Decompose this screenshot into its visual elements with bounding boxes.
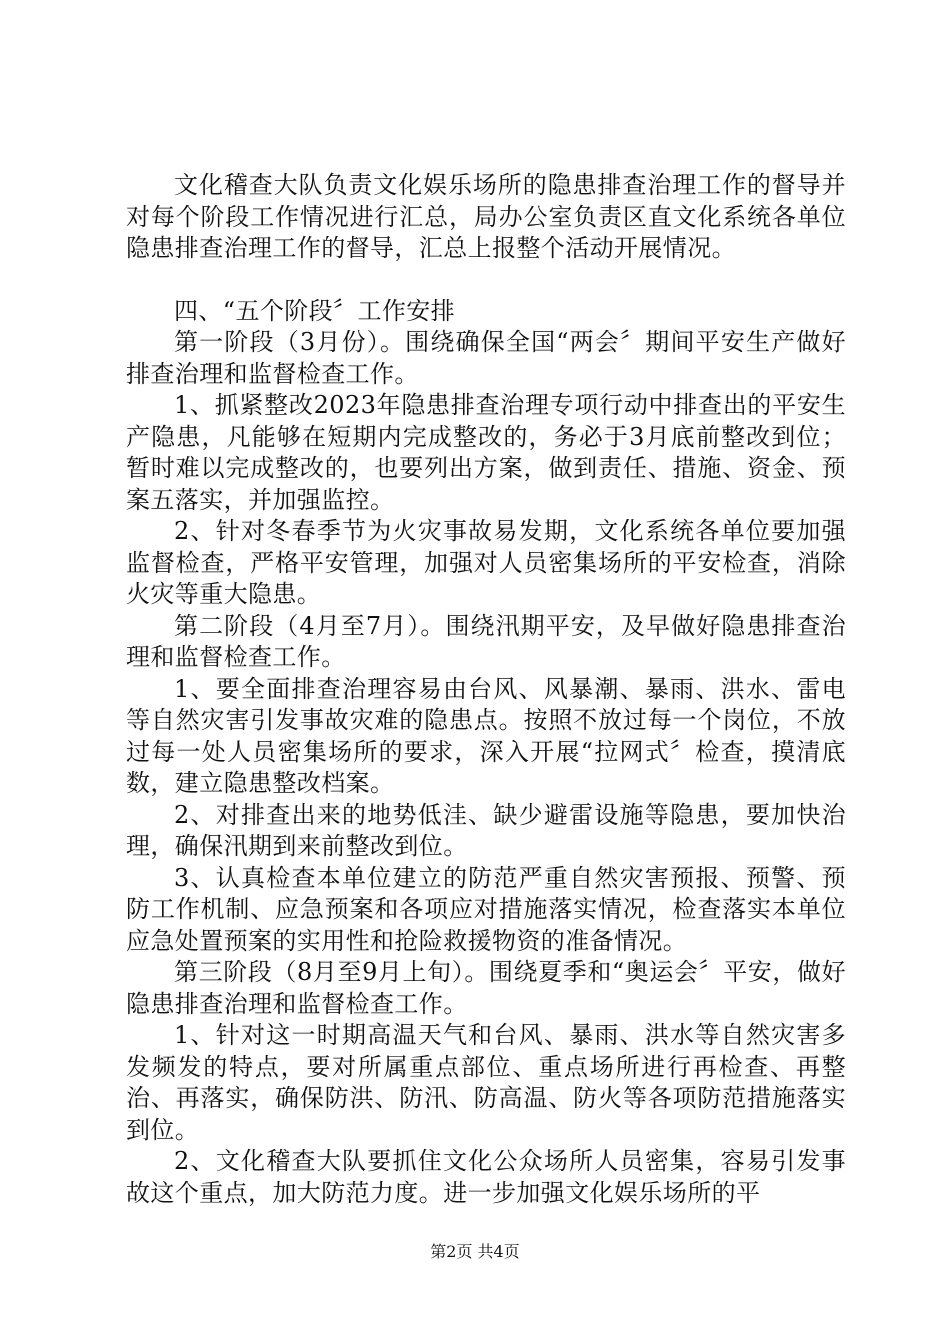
paragraph-stage-three: 第三阶段（8月至9月上旬）。围绕夏季和“奥运会〞平安，做好隐患排查治理和监督检查工作。 [126, 958, 846, 1018]
paragraph-stage-two: 第二阶段（4月至7月）。围绕汛期平安，及早做好隐患排查治理和监督检查工作。 [126, 611, 846, 671]
paragraph-stage-two-item-2: 2、对排查出来的地势低洼、缺少避雷设施等隐患，要加快治理，确保汛期到来前整改到位。 [126, 800, 846, 860]
document-body [126, 170, 846, 1209]
paragraph-stage-one-item-2: 2、针对冬春季节为火灾事故易发期，文化系统各单位要加强监督检查，严格平安管理，加强对人员密集场所的平安检查，消除火灾等重大隐患。 [126, 517, 846, 608]
paragraph-stage-three-item-1: 1、针对这一时期高温天气和台风、暴雨、洪水等自然灾害多发频发的特点，要对所属重点部位、重点场所进行再检查、再整治、再落实，确保防洪、防汛、防高温、防火等各项防范措施落实到位。 [126, 1021, 846, 1144]
paragraph-stage-three-item-2: 2、文化稽查大队要抓住文化公众场所人员密集，容易引发事故这个重点，加大防范力度。进一步加强文化娱乐场所的平 [126, 1147, 846, 1207]
paragraph-supervision: 文化稽查大队负责文化娱乐场所的隐患排查治理工作的督导并对每个阶段工作情况进行汇总，局办公室负责区直文化系统各单位隐患排查治理工作的督导，汇总上报整个活动开展情况。 [126, 171, 846, 262]
section-heading-five-stages: 四、“五个阶段〞工作安排 [174, 296, 456, 325]
paragraph-stage-two-item-1: 1、要全面排查治理容易由台风、风暴潮、暴雨、洪水、雷电等自然灾害引发事故灾难的隐患点。按照不放过每一个岗位，不放过每一处人员密集场所的要求，深入开展“拉网式〞检查，摸清底数，建立隐患整改档案。 [126, 674, 846, 797]
paragraph-stage-one-item-1: 1、抓紧整改2023年隐患排查治理专项行动中排查出的平安生产隐患，凡能够在短期内完成整改的，务必于3月底前整改到位；暂时难以完成整改的，也要列出方案，做到责任、措施、资金、预案五落实，并加强监控。 [126, 391, 846, 514]
paragraph-stage-two-item-3: 3、认真检查本单位建立的防范严重自然灾害预报、预警、预防工作机制、应急预案和各项应对措施落实情况，检查落实本单位应急处置预案的实用性和抢险救援物资的准备情况。 [126, 863, 846, 955]
paragraph-stage-one: 第一阶段（3月份）。围绕确保全国“两会〞期间平安生产做好排查治理和监督检查工作。 [126, 328, 846, 388]
page-footer: 第2页 共4页 [430, 1242, 520, 1261]
